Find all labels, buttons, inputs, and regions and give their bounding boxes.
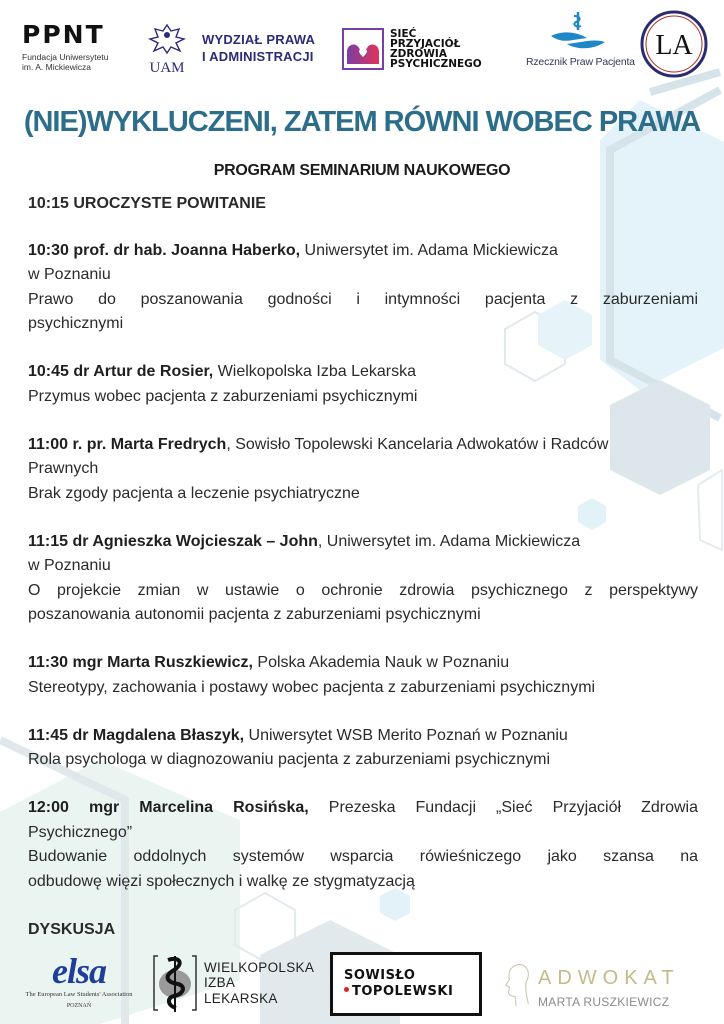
wil-name [204, 960, 314, 1007]
siec-line1: SIEĆ [390, 28, 417, 40]
caduceus-snake-icon [152, 952, 198, 1014]
time-speaker: 11:45 dr Magdalena Błaszyk, [28, 726, 245, 744]
siec-name [390, 29, 482, 69]
affiliation-continuation: Psychicznego” [28, 823, 133, 841]
program-item [28, 530, 698, 628]
opening-item: 10:15 UROCZYSTE POWITANIE [28, 195, 266, 212]
ppnt-logo-mark: PPNT [22, 20, 105, 49]
talk-topic-line2: odbudowę więzi społecznych i walkę ze stygmatyzacją [28, 872, 415, 890]
wil-line3: LEKARSKA [204, 990, 278, 1006]
heart-hands-icon [342, 28, 384, 70]
talk-topic-line1: Brak zgody pacjenta a leczenie psychiatryczne [28, 484, 360, 502]
uam-line2: I ADMINISTRACJI [202, 49, 314, 64]
speaker-line [28, 239, 698, 264]
program-item [28, 796, 698, 894]
bg-hexagon-outline-edge [698, 470, 722, 550]
uam-wpia-logo [146, 20, 316, 76]
speaker-line [28, 530, 698, 555]
program-item [28, 651, 698, 700]
time-speaker: 10:30 prof. dr hab. Joanna Haberko, [28, 241, 301, 259]
talk-topic-line1: O projekcie zmian w ustawie o ochronie zdrowia psychicznego z perspektywy [28, 581, 698, 599]
affiliation: Prezeska Fundacji „Sieć Przyjaciół Zdrowia [308, 799, 698, 816]
elsa-subtitle: The European Law Students' Association [25, 991, 133, 998]
affiliation-continuation: w Poznaniu [28, 557, 111, 574]
affiliation: , Sowisło Topolewski Kancelaria Adwokatów i Radców [226, 435, 609, 453]
speaker-line [28, 796, 698, 821]
wil-line2: IZBA [204, 975, 236, 991]
seminar-program [28, 192, 698, 942]
affiliation: Wielkopolska Izba Lekarska [213, 363, 417, 380]
program-subtitle-block [0, 159, 724, 183]
affiliation: Uniwersytet WSB Merito Poznań w Poznaniu [244, 726, 568, 744]
siec-line2: PRZYJACIÓŁ [390, 38, 461, 50]
ppnt-logo [22, 22, 134, 72]
st-line2: TOPOLEWSKI [352, 984, 454, 999]
ppnt-logo-subtitle [22, 52, 134, 72]
affiliation-continuation: w Poznaniu [28, 266, 111, 283]
elsa-poznan-logo [14, 951, 144, 1009]
program-item [28, 724, 698, 773]
adwokat-title: ADWOKAT [538, 967, 680, 989]
uam-eagle-crest-icon [146, 21, 188, 75]
siec-line3: ZDROWIA [390, 48, 447, 60]
affiliation: Uniwersytet im. Adama Mickiewicza [300, 241, 558, 259]
elsa-city: POZNAŃ [66, 1003, 92, 1009]
elsa-mark: elsa [52, 951, 106, 991]
la-monogram-text: LA [655, 30, 693, 61]
talk-topic-line1: Stereotypy, zachowania i postawy wobec pacjenta z zaburzeniami psychicznymi [28, 678, 596, 696]
siec-line4: PSYCHICZNEGO [390, 58, 482, 70]
speaker-line [28, 433, 698, 458]
adwokat-name: MARTA RUSZKIEWICZ [538, 995, 670, 1009]
affiliation: Polska Akademia Nauk w Poznaniu [252, 654, 510, 671]
speaker-line [28, 724, 698, 749]
st-line1: SOWISŁO [344, 968, 416, 983]
time-speaker: 11:00 r. pr. Marta Fredrych [28, 435, 227, 453]
red-dot-icon [344, 987, 349, 992]
closing-discussion: DYSKUSJA [28, 920, 116, 938]
wielkopolska-izba-lekarska-logo [152, 952, 317, 1014]
affiliation: , Uniwersytet im. Adama Mickiewicza [317, 532, 581, 550]
event-title: (NIE)WYKLUCZENI, ZATEM RÓWNI WOBEC PRAWA [23, 106, 701, 138]
rpp-label: Rzecznik Praw Pacjenta [526, 56, 635, 68]
affiliation-continuation: Prawnych [28, 460, 99, 477]
siec-przyjaciol-logo [342, 24, 492, 74]
time-speaker: 12:00 mgr Marcelina Rosińska, [28, 799, 309, 816]
program-item [28, 433, 698, 507]
caring-hands-icon [543, 10, 613, 54]
ppnt-subtitle-line2: im. A. Mickiewicza [22, 62, 91, 72]
event-title-block [0, 100, 724, 144]
talk-topic-line1: Budowanie oddolnych systemów wsparcia rówieśniczego jako szansa na [28, 848, 698, 865]
talk-topic-line2: poszanowania autonomii pacjenta z zaburzeniami psychicznymi [28, 606, 481, 623]
rzecznik-praw-pacjenta-logo [526, 10, 635, 74]
time-speaker: 10:45 dr Artur de Rosier, [28, 363, 214, 380]
talk-topic-line2: psychicznymi [28, 315, 124, 332]
uam-faculty-name [202, 31, 315, 65]
adwokat-text [538, 966, 680, 1010]
ppnt-subtitle-line1: Fundacja Uniwersytetu [22, 52, 109, 62]
uam-line1: WYDZIAŁ PRAWA [202, 32, 316, 47]
program-item [28, 360, 698, 409]
la-monogram-seal-icon [640, 10, 708, 78]
adwokat-marta-ruszkiewicz-logo [500, 960, 714, 1016]
sowislo-topolewski-logo [330, 952, 482, 1016]
speaker-line [28, 360, 698, 385]
program-item [28, 239, 698, 337]
speaker-line [28, 651, 698, 676]
talk-topic-line1: Rola psychologa w diagnozowaniu pacjenta z zaburzeniami psychicznymi [28, 751, 551, 768]
program-subtitle: PROGRAM SEMINARIUM NAUKOWEGO [213, 162, 511, 179]
time-speaker: 11:15 dr Agnieszka Wojcieszak – John [28, 532, 318, 550]
wil-line1: WIELKOPOLSKA [204, 959, 315, 975]
face-profile-icon [500, 961, 534, 1015]
talk-topic-line1: Prawo do poszanowania godności i intymności pacjenta z zaburzeniami [28, 290, 698, 308]
st-line2-wrap [344, 984, 479, 1000]
time-speaker: 11:30 mgr Marta Ruszkiewicz, [28, 654, 253, 671]
uam-crest-label: UAM [149, 60, 185, 75]
talk-topic-line1: Przymus wobec pacjenta z zaburzeniami psychicznymi [28, 387, 418, 405]
